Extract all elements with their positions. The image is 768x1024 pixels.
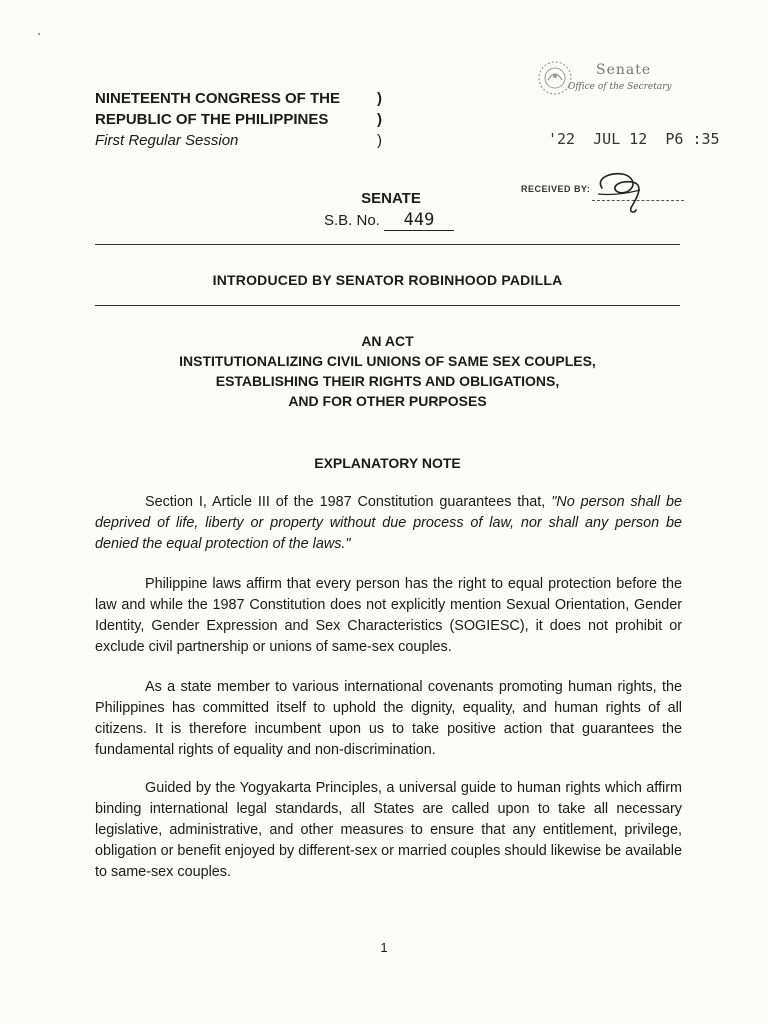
paragraph-1-lead: Section I, Article III of the 1987 Constitution guarantees that, [145,494,552,510]
paragraph-1 [95,492,682,555]
divider-top [95,244,680,245]
senate-seal-icon [532,58,578,98]
paren-3: ) [377,132,382,149]
bill-number-label: S.B. No. [324,212,380,229]
paren-2: ) [377,111,382,128]
congress-line-2: REPUBLIC OF THE PHILIPPINES [95,111,329,128]
act-title-line-4: AND FOR OTHER PURPOSES [288,393,487,409]
page-number: 1 [380,940,388,955]
act-title-line-3: ESTABLISHING THEIR RIGHTS AND OBLIGATIONS, [215,373,560,389]
bill-number-row [324,210,454,231]
act-title-line-1: AN ACT [361,333,414,349]
stamp-datetime: '22 JUL 12 P6 :35 [548,130,720,148]
congress-line-1: NINETEENTH CONGRESS OF THE [95,90,341,107]
paragraph-3 [95,677,682,761]
act-title-line-2: INSTITUTIONALIZING CIVIL UNIONS OF SAME SEX COUPLES, [179,353,596,369]
bill-number: 449 [384,210,454,231]
introduced-by: INTRODUCED BY SENATOR ROBINHOOD PADILLA [212,272,563,288]
stamp-office: Office of the Secretary [568,82,672,92]
paragraph-3-text: As a state member to various international covenants promoting human rights, the Philippines has committed itself to uphold the dignity, equality, and human rights of all citizens. It is therefore incumbent upon us to take positive action that guarantees the fundamental rights of equality and non-discrimination. [95,679,682,758]
stamp-title: Senate [596,62,652,78]
paragraph-1-quote: "No person shall be deprived of life, liberty or property without due process of law, nor shall any person be denied the equal protection of the laws." [95,494,682,552]
session-label: First Regular Session [95,132,239,149]
chamber-label: SENATE [361,190,421,207]
paragraph-2-text: Philippine laws affirm that every person has the right to equal protection before the law and while the 1987 Constitution does not explicitly mention Sexual Orientation, Gender Identity, Gender Expression and Sex Characteristics (SOGIESC), it does not prohibit or exclude civil partnership or unions of same-sex couples. [95,576,682,655]
explanatory-note-heading: EXPLANATORY NOTE [314,455,461,471]
paren-1: ) [377,90,382,107]
paragraph-4-text: Guided by the Yogyakarta Principles, a universal guide to human rights which affirm binding international legal standards, all States are called upon to take all necessary legislative, administrative, and other measures to ensure that any entitlement, privilege, obligation or benefit enjoyed by different-sex or married couples should likewise be available to same-sex couples. [95,780,682,880]
congress-header [95,88,340,151]
received-by-label: RECEIVED BY: [521,184,591,194]
scan-speck [38,33,40,35]
header-parens [377,88,382,151]
paragraph-4 [95,778,682,883]
act-title [95,331,680,411]
paragraph-2 [95,574,682,658]
divider-bottom [95,305,680,306]
